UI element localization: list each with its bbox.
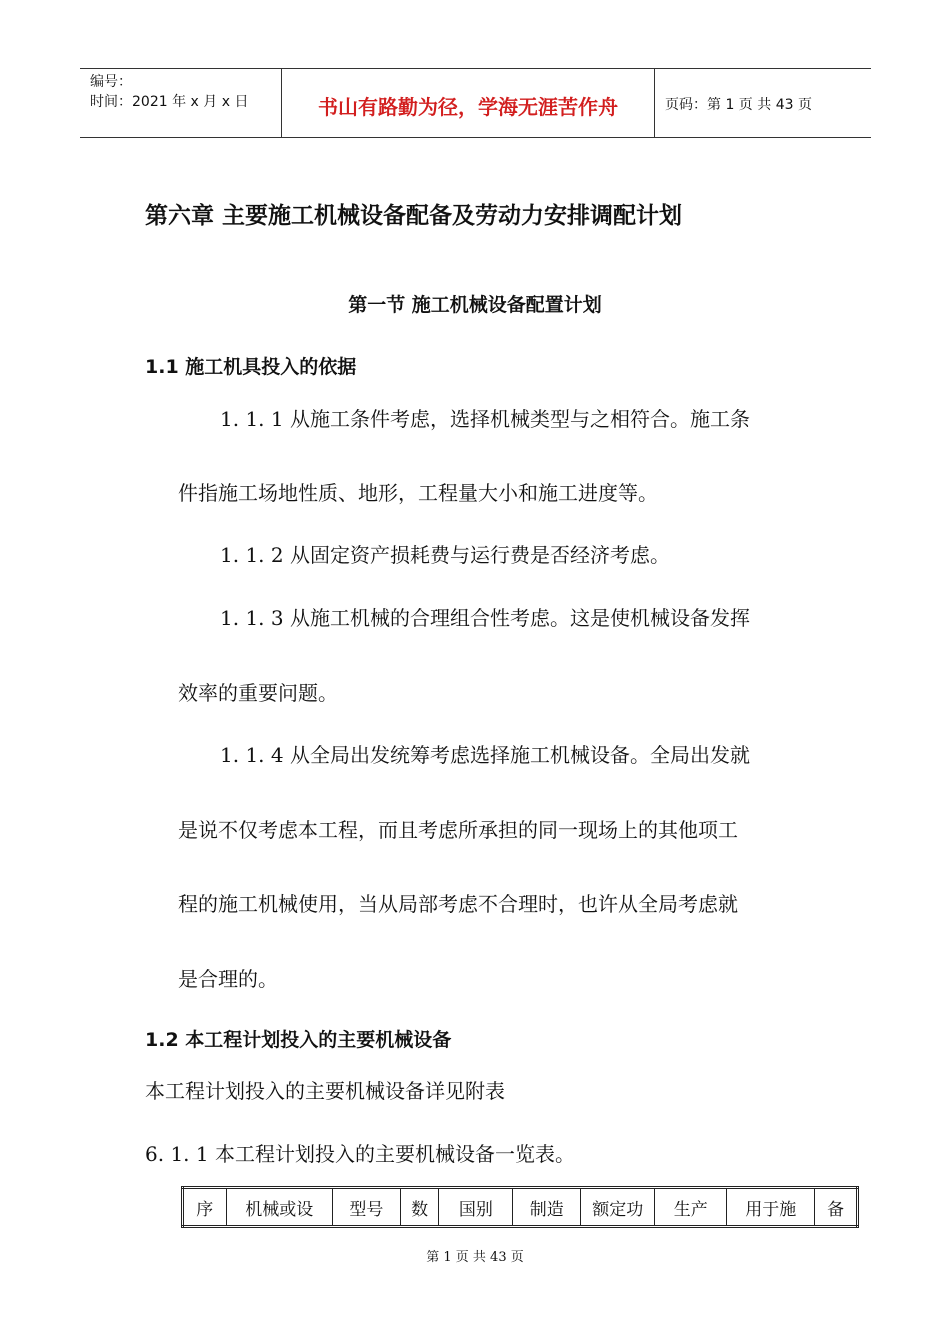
paragraph-line: 1. 1. 4 从全局出发统筹考虑选择施工机械设备。全局出发就 [220,743,750,767]
paragraph-line: 本工程计划投入的主要机械设备详见附表 [145,1079,505,1103]
motto: 书山有路勤为径，学海无涯苦作舟 [318,95,618,119]
header-motto-cell [282,69,655,137]
table-header-cell: 备 [815,1188,858,1227]
table-header-cell: 型号 [332,1188,400,1227]
paragraph-line: 6. 1. 1 本工程计划投入的主要机械设备一览表。 [145,1142,575,1166]
table-header-cell: 数 [400,1188,439,1227]
time-label: 时间：2021 年 x 月 x 日 [90,94,249,110]
heading-1-1: 1.1 施工机具投入的依据 [145,356,357,378]
table-header-cell: 序 [183,1188,227,1227]
heading-1-2: 1.2 本工程计划投入的主要机械设备 [145,1029,452,1051]
table-header-cell: 国别 [439,1188,513,1227]
paragraph-line: 程的施工机械使用，当从局部考虑不合理时，也许从全局考虑就 [178,892,738,916]
paragraph-line: 是合理的。 [178,967,278,991]
table-header-cell: 制造 [513,1188,581,1227]
section-title: 第一节 施工机械设备配置计划 [348,294,602,316]
table-header-cell: 生产 [655,1188,727,1227]
header-page-cell [655,69,871,137]
page-header [80,68,871,138]
number-label: 编号： [90,74,132,90]
paragraph-line: 1. 1. 1 从施工条件考虑，选择机械类型与之相符合。施工条 [220,407,750,431]
paragraph-line: 1. 1. 2 从固定资产损耗费与运行费是否经济考虑。 [220,543,670,567]
table-header-cell: 用于施 [727,1188,815,1227]
table-header-cell: 机械或设 [226,1188,332,1227]
table-header-cell: 额定功 [581,1188,655,1227]
paragraph-line: 件指施工场地性质、地形，工程量大小和施工进度等。 [178,481,658,505]
chapter-title: 第六章 主要施工机械设备配备及劳动力安排调配计划 [145,203,683,229]
page-info: 页码：第 1 页 共 43 页 [665,97,812,113]
paragraph-line: 是说不仅考虑本工程，而且考虑所承担的同一现场上的其他项工 [178,818,738,842]
paragraph-line: 效率的重要问题。 [178,681,338,705]
table-header-row [183,1188,858,1227]
header-left-cell [80,69,282,137]
page-footer: 第 1 页 共 43 页 [426,1250,524,1265]
paragraph-line: 1. 1. 3 从施工机械的合理组合性考虑。这是使机械设备发挥 [220,606,750,630]
equipment-table [181,1186,859,1228]
